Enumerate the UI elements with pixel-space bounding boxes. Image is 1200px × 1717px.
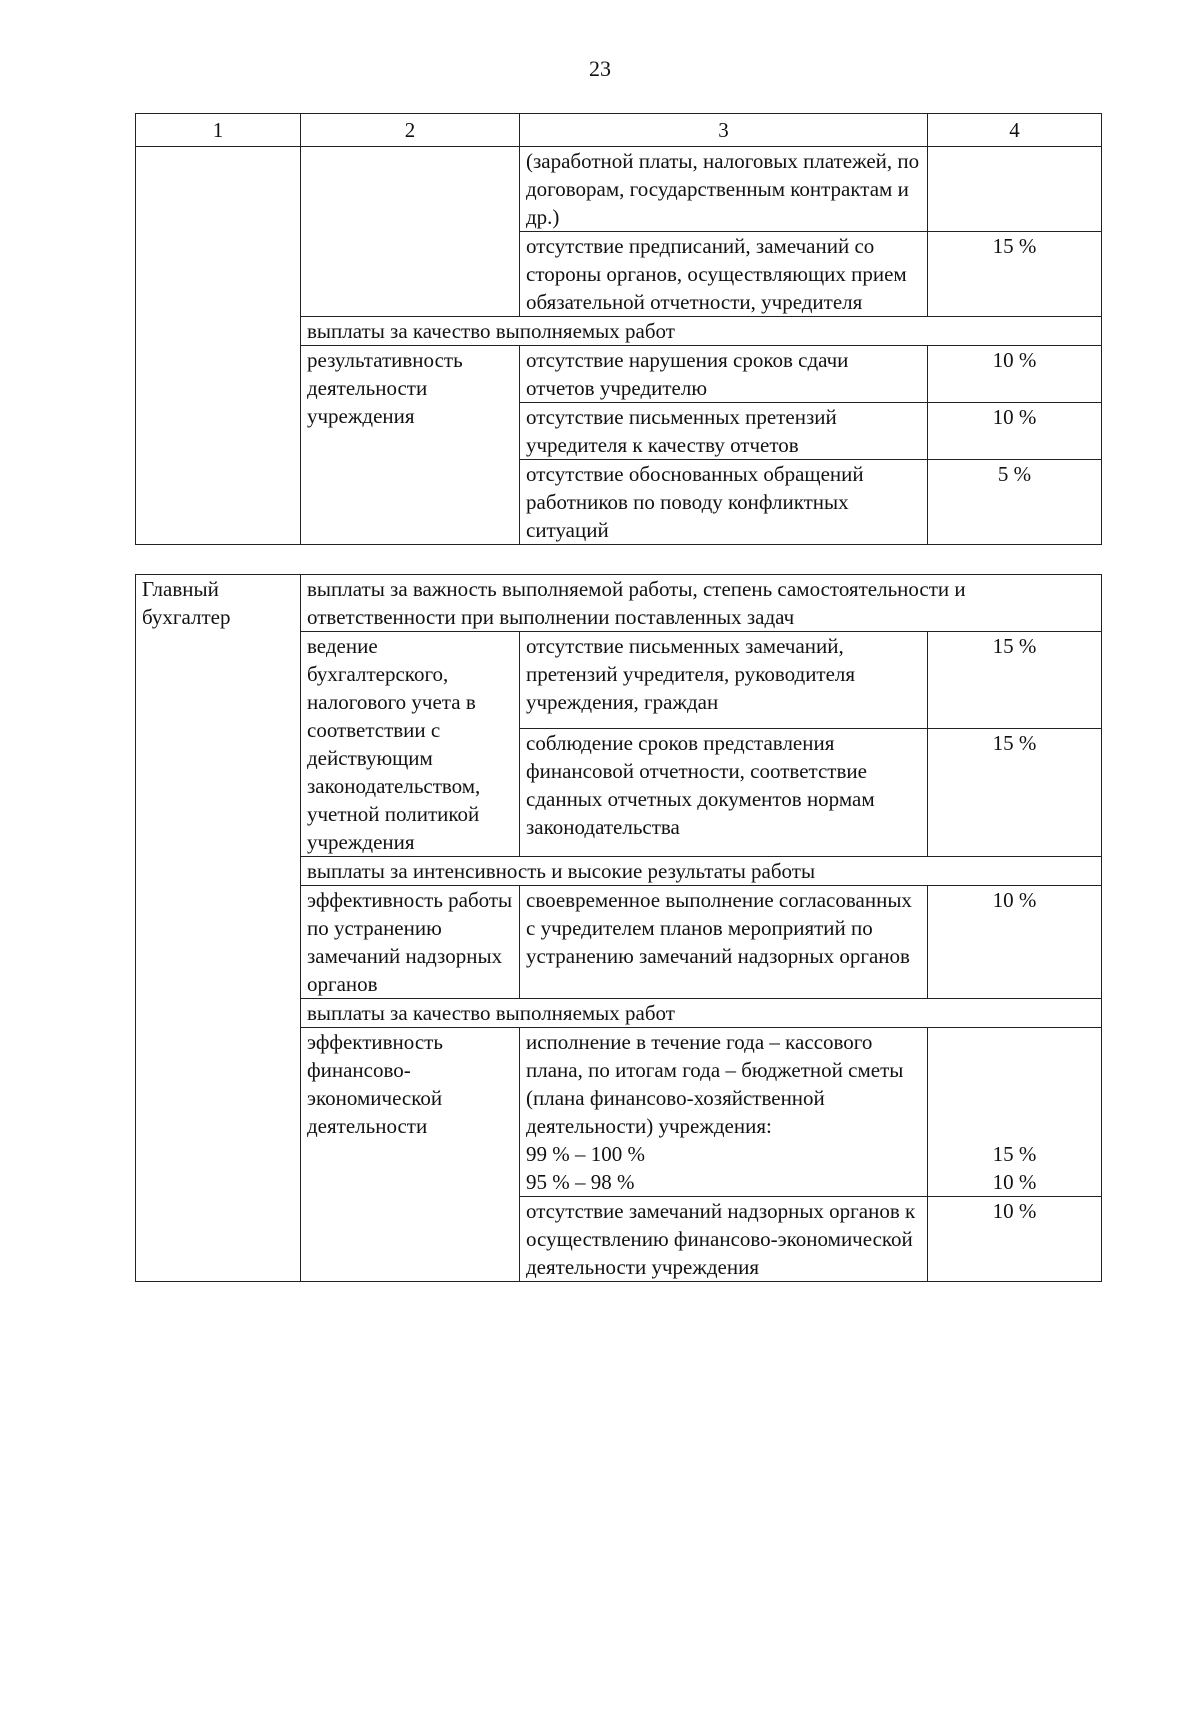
range-value: 15 % [992,1142,1037,1166]
criterion-cell: отсутствие письменных претензий учредителя к качеству отчетов [520,403,928,460]
header-cell-1: 1 [136,114,301,147]
position-cell: Главный бухгалтер [136,575,301,1282]
section-title: выплаты за важность выполняемой работы, степень самостоятельности и ответственности при выполнении поставленных задач [301,575,1102,632]
table-header-row [136,114,1102,147]
value-cell: 5 % [928,460,1102,545]
value-cell: 15 % [928,728,1102,856]
range-value: 10 % [992,1170,1037,1194]
section-title: выплаты за интенсивность и высокие результаты работы [301,857,1102,886]
position-cell-empty [136,147,301,545]
criterion-text: исполнение в течение года – кассового плана, по итогам года – бюджетной сметы (плана финансово-хозяйственной деятельности) учреждения: [526,1030,904,1138]
criterion-cell: (заработной платы, налоговых платежей, по договорам, государственным контрактам и др.) [520,147,928,232]
criterion-cell: отсутствие письменных замечаний, претензий учредителя, руководителя учреждения, граждан [520,632,928,729]
value-cell: 10 % [928,346,1102,403]
header-cell-4: 4 [928,114,1102,147]
indicator-cell: эффективность финансово-экономической деятельности [301,1028,520,1282]
header-cell-2: 2 [301,114,520,147]
criterion-cell [520,1028,928,1197]
section-title: выплаты за качество выполняемых работ [301,317,1102,346]
header-cell-3: 3 [520,114,928,147]
value-cell: 10 % [928,1197,1102,1282]
section-title: выплаты за качество выполняемых работ [301,999,1102,1028]
criterion-cell: отсутствие замечаний надзорных органов к осуществлению финансово-экономической деятельности учреждения [520,1197,928,1282]
criterion-cell: соблюдение сроков представления финансовой отчетности, соответствие сданных отчетных документов нормам законодательства [520,728,928,856]
table-row [136,147,1102,232]
indicator-cell: эффективность работы по устранению замечаний надзорных органов [301,886,520,999]
criteria-table [135,113,1102,545]
criterion-cell: отсутствие предписаний, замечаний со стороны органов, осуществляющих прием обязательной отчетности, учредителя [520,232,928,317]
criterion-cell: отсутствие нарушения сроков сдачи отчетов учредителю [520,346,928,403]
value-cell: 10 % [928,886,1102,999]
page-number: 23 [589,56,611,81]
value-cell: 15 % [928,632,1102,729]
range-row: 95 % – 98 % [526,1170,635,1194]
value-cell [928,147,1102,232]
chief-accountant-table [135,574,1102,1282]
value-cell: 10 % [928,403,1102,460]
indicator-cell: ведение бухгалтерского, налогового учета в соответствии с действующим законодательством, учетной политикой учреждения [301,632,520,857]
range-row: 99 % – 100 % [526,1142,645,1166]
section-title-row [136,575,1102,632]
criterion-cell: своевременное выполнение согласованных с учредителем планов мероприятий по устранению замечаний надзорных органов [520,886,928,999]
value-cell: 15 % [928,232,1102,317]
value-cell [928,1028,1102,1197]
indicator-cell: результативность деятельности учреждения [301,346,520,545]
criterion-cell: отсутствие обоснованных обращений работников по поводу конфликтных ситуаций [520,460,928,545]
indicator-cell-empty [301,147,520,317]
